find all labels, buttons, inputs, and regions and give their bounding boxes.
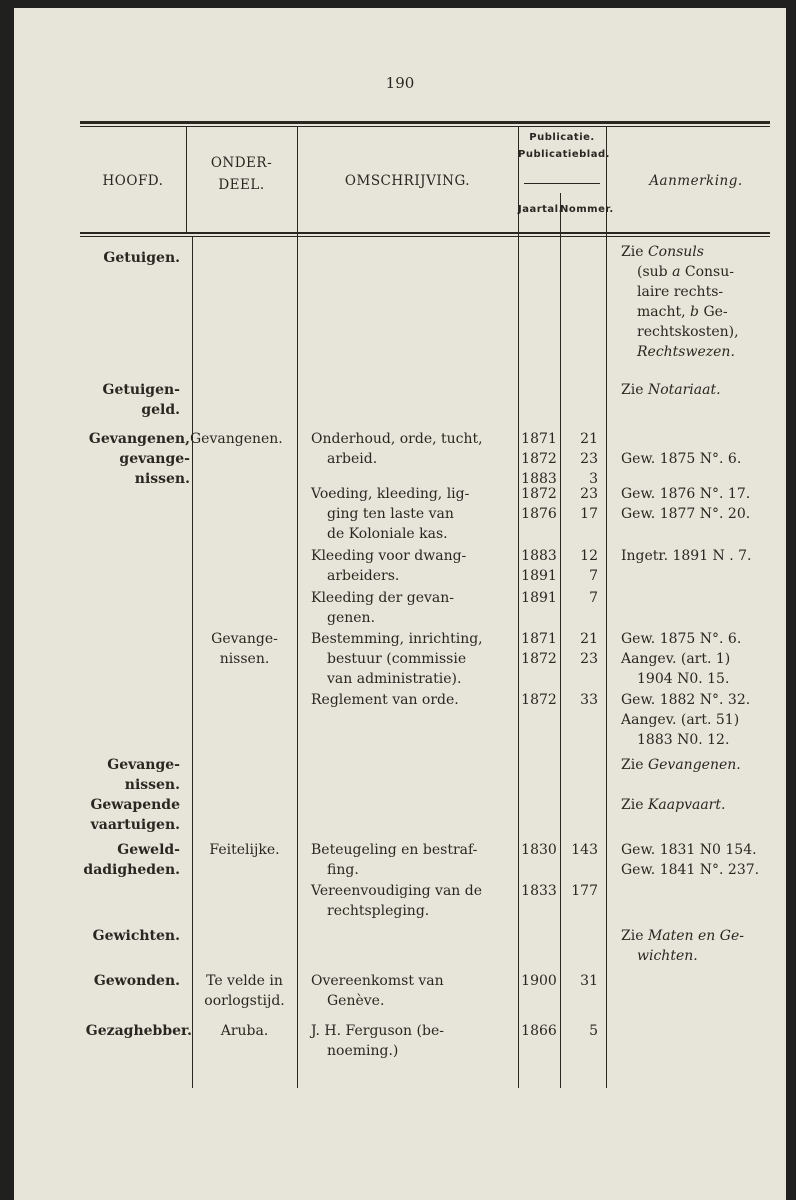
head-gewelddadigheden: Geweld- dadigheden. [83, 842, 180, 878]
head-gewapende: Gewapende vaartuigen. [90, 797, 180, 833]
number-ferguson: 5 [589, 1023, 598, 1039]
note-reglement: Gew. 1882 N°. 32. Aangev. (art. 51) 1883 N0. 12. [621, 692, 751, 748]
number-vereenvoudiging: 177 [571, 883, 598, 899]
header-aanmerking: Aanmerking. [649, 173, 743, 189]
year-kleeding-gevangenen: 1891 [521, 590, 557, 606]
sub-aruba: Aruba. [220, 1023, 269, 1039]
header-hoofd: HOOFD. [102, 173, 164, 189]
number-onderhoud: 21 23 3 [580, 431, 598, 487]
desc-voeding: Voeding, kleeding, lig- ging ten laste van de Koloniale kas. [311, 486, 470, 542]
head-gevangenen: Gevangenen, gevange- nissen. [88, 431, 190, 487]
header-jaartal: Jaartal. [518, 204, 563, 215]
year-bestemming: 1871 1872 [521, 631, 557, 667]
number-reglement: 33 [580, 692, 598, 708]
column-divider [606, 126, 607, 1088]
number-bestemming: 21 23 [580, 631, 598, 667]
number-voeding: 23 17 [580, 486, 598, 522]
header-rule-top-thin [80, 126, 770, 127]
head-gevangenissen: Gevange- nissen. [107, 757, 180, 793]
page-number: 190 [385, 74, 415, 92]
note-bestemming: Gew. 1875 N°. 6. Aangev. (art. 1) 1904 N0. 15. [621, 631, 742, 687]
sub-feitelijke: Feitelijke. [209, 842, 280, 858]
year-beteugeling: 1830 [521, 842, 557, 858]
year-overeenkomst: 1900 [521, 973, 557, 989]
desc-kleeding-dwang: Kleeding voor dwang- arbeiders. [311, 548, 467, 584]
note-gevangenissen: Zie Gevangenen. [621, 757, 741, 773]
header-publicatie: Publicatie. Publicatieblad. [518, 132, 610, 160]
year-voeding: 1872 1876 [521, 486, 557, 522]
number-beteugeling: 143 [571, 842, 598, 858]
head-gewichten: Gewichten. [92, 928, 180, 944]
header-rule-top [80, 121, 770, 124]
head-gewonden: Gewonden. [93, 973, 180, 989]
note-kleeding-dwang: Ingetr. 1891 N . 7. [621, 548, 752, 564]
head-getuigengeld: Getuigen- geld. [102, 382, 180, 418]
year-kleeding-dwang: 1883 1891 [521, 548, 557, 584]
page [14, 8, 786, 1200]
desc-onderhoud: Onderhoud, orde, tucht, arbeid. [311, 431, 483, 467]
desc-bestemming: Bestemming, inrichting, bestuur (commissie van administratie). [311, 631, 483, 687]
number-kleeding-gevangenen: 7 [589, 590, 598, 606]
head-gezaghebber: Gezaghebber. [85, 1023, 192, 1039]
note-getuigengeld: Zie Notariaat. [621, 382, 721, 398]
publicatie-underline [524, 183, 600, 184]
column-divider [297, 126, 298, 1088]
header-rule-bottom-thin [80, 236, 770, 237]
year-onderhoud: 1871 1872 1883 [521, 431, 557, 487]
note-gewelddadigheden: Gew. 1831 N0 154. Gew. 1841 N°. 237. [621, 842, 760, 878]
desc-ferguson: J. H. Ferguson (be- noeming.) [311, 1023, 444, 1059]
number-overeenkomst: 31 [580, 973, 598, 989]
year-ferguson: 1866 [521, 1023, 557, 1039]
note-gewichten: Zie Maten en Ge- wichten. [621, 928, 744, 964]
header-rule-bottom [80, 232, 770, 234]
header-nommer: Nommer. [560, 204, 614, 215]
desc-beteugeling: Beteugeling en bestraf- fing. [311, 842, 478, 878]
note-voeding: Gew. 1876 N°. 17. Gew. 1877 N°. 20. [621, 486, 751, 522]
note-gewapende: Zie Kaapvaart. [621, 797, 726, 813]
header-onderdeel: ONDER- DEEL. [210, 155, 273, 193]
note-onderhoud: Gew. 1875 N°. 6. [621, 451, 742, 467]
sub-gevangenissen: Gevange- nissen. [211, 631, 278, 667]
desc-vereenvoudiging: Vereenvoudiging van de rechtspleging. [311, 883, 483, 919]
desc-kleeding-gevangenen: Kleeding der gevan- genen. [311, 590, 455, 626]
head-getuigen: Getuigen. [103, 250, 180, 266]
sub-te-velde: Te velde in oorlogstijd. [204, 973, 285, 1009]
desc-overeenkomst: Overeenkomst van Genève. [311, 973, 444, 1009]
desc-reglement: Reglement van orde. [311, 692, 459, 708]
note-getuigen: Zie Consuls (sub a Consu- laire rechts- macht, b Ge- rechtskosten), Rechtswezen. [621, 244, 739, 360]
year-reglement: 1872 [521, 692, 557, 708]
header-omschrijving: OMSCHRIJVING. [344, 173, 471, 189]
sub-gevangenen: Gevangenen. [190, 431, 283, 447]
number-kleeding-dwang: 12 7 [580, 548, 598, 584]
year-vereenvoudiging: 1833 [521, 883, 557, 899]
